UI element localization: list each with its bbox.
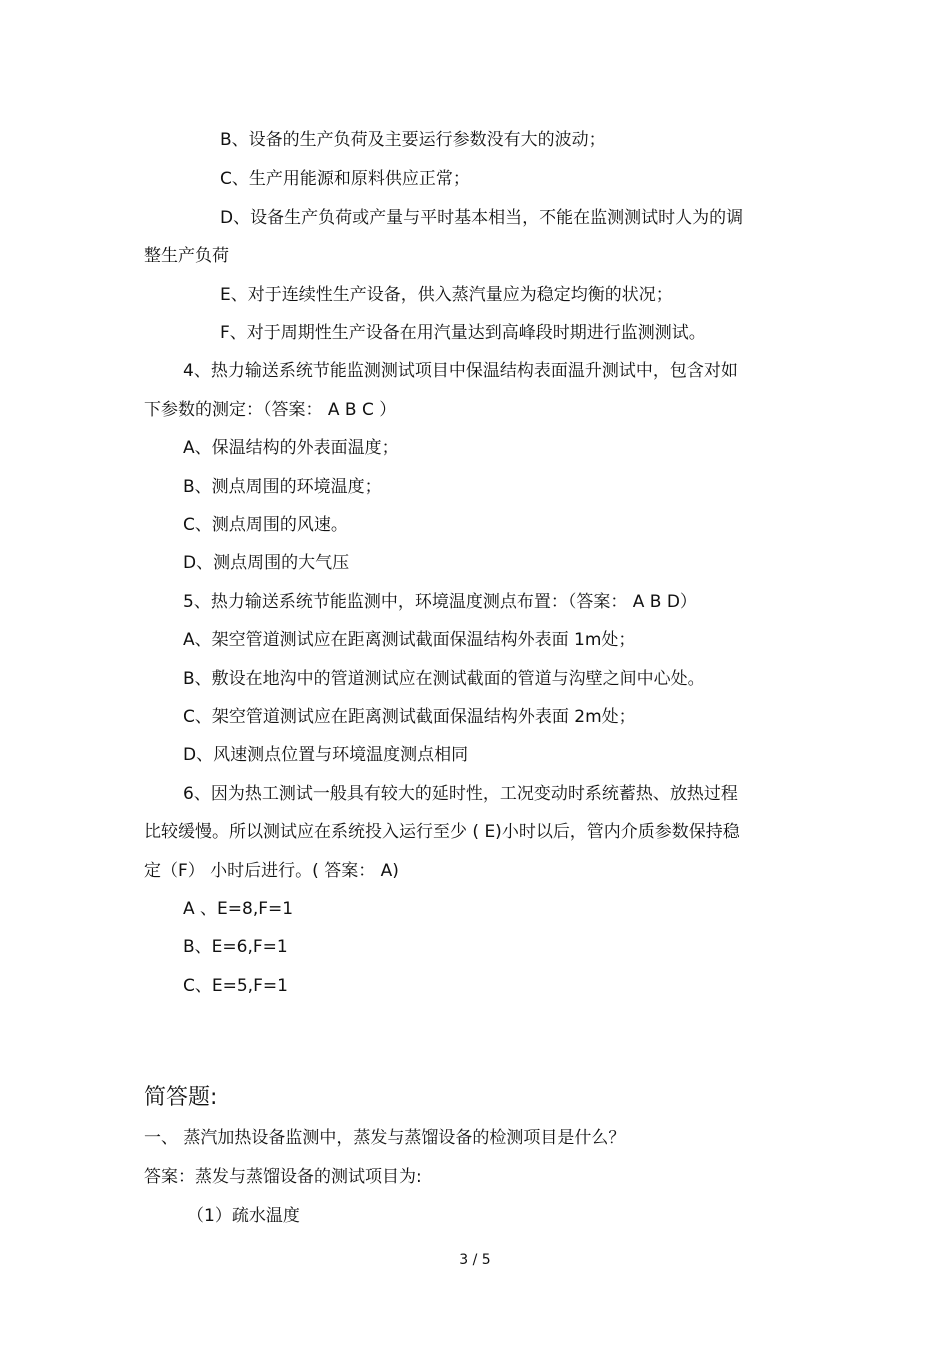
section-heading: 简答题: [144, 1085, 218, 1110]
q4-option-a: A、保温结构的外表面温度； [183, 438, 399, 458]
question-5: 5、热力输送系统节能监测中，环境温度测点布置：（答案： A B D） [183, 592, 697, 612]
q4-option-b: B、测点周围的环境温度； [183, 477, 382, 497]
option-b-line: B、设备的生产负荷及主要运行参数没有大的波动； [220, 130, 606, 150]
question-6: 6、因为热工测试一般具有较大的延时性，工况变动时系统蓄热、放热过程 [183, 784, 738, 804]
q5-option-c: C、架空管道测试应在距离测试截面保温结构外表面 2m处； [183, 707, 636, 727]
q4-option-c: C、测点周围的风速。 [183, 515, 348, 535]
answer-item-1: （1）疏水温度 [187, 1206, 300, 1226]
q5-option-d: D、风速测点位置与环境温度测点相同 [183, 745, 469, 765]
q5-option-b: B、敷设在地沟中的管道测试应在测试截面的管道与沟壁之间中心处。 [183, 669, 705, 689]
q4-option-d: D、测点周围的大气压 [183, 553, 350, 573]
question-6-cont: 比较缓慢。所以测试应在系统投入运行至少 ( E)小时以后，管内介质参数保持稳 [144, 822, 740, 842]
option-f-line: F、对于周期性生产设备在用汽量达到高峰段时期进行监测测试。 [220, 323, 706, 343]
question-4: 4、热力输送系统节能监测测试项目中保温结构表面温升测试中，包含对如 [183, 361, 738, 381]
q6-option-b: B、E=6,F=1 [183, 937, 288, 957]
short-question-1: 一、 蒸汽加热设备监测中，蒸发与蒸馏设备的检测项目是什么？ [144, 1128, 626, 1148]
page-number: 3 / 5 [459, 1252, 491, 1268]
q5-option-a: A、架空管道测试应在距离测试截面保温结构外表面 1m处； [183, 630, 636, 650]
q6-option-c: C、E=5,F=1 [183, 976, 288, 996]
option-d-line-cont: 整生产负荷 [144, 246, 229, 266]
option-d-line: D、设备生产负荷或产量与平时基本相当，不能在监测测试时人为的调 [220, 208, 744, 228]
option-c-line: C、生产用能源和原料供应正常； [220, 169, 470, 189]
question-4-cont: 下参数的测定：（答案： A B C ） [144, 400, 397, 420]
option-e-line: E、对于连续性生产设备，供入蒸汽量应为稳定均衡的状况； [220, 285, 673, 305]
question-6-cont2: 定（F） 小时后进行。( 答案： A) [144, 861, 399, 881]
answer-line: 答案：蒸发与蒸馏设备的测试项目为: [144, 1167, 422, 1187]
q6-option-a: A 、E=8,F=1 [183, 899, 294, 919]
